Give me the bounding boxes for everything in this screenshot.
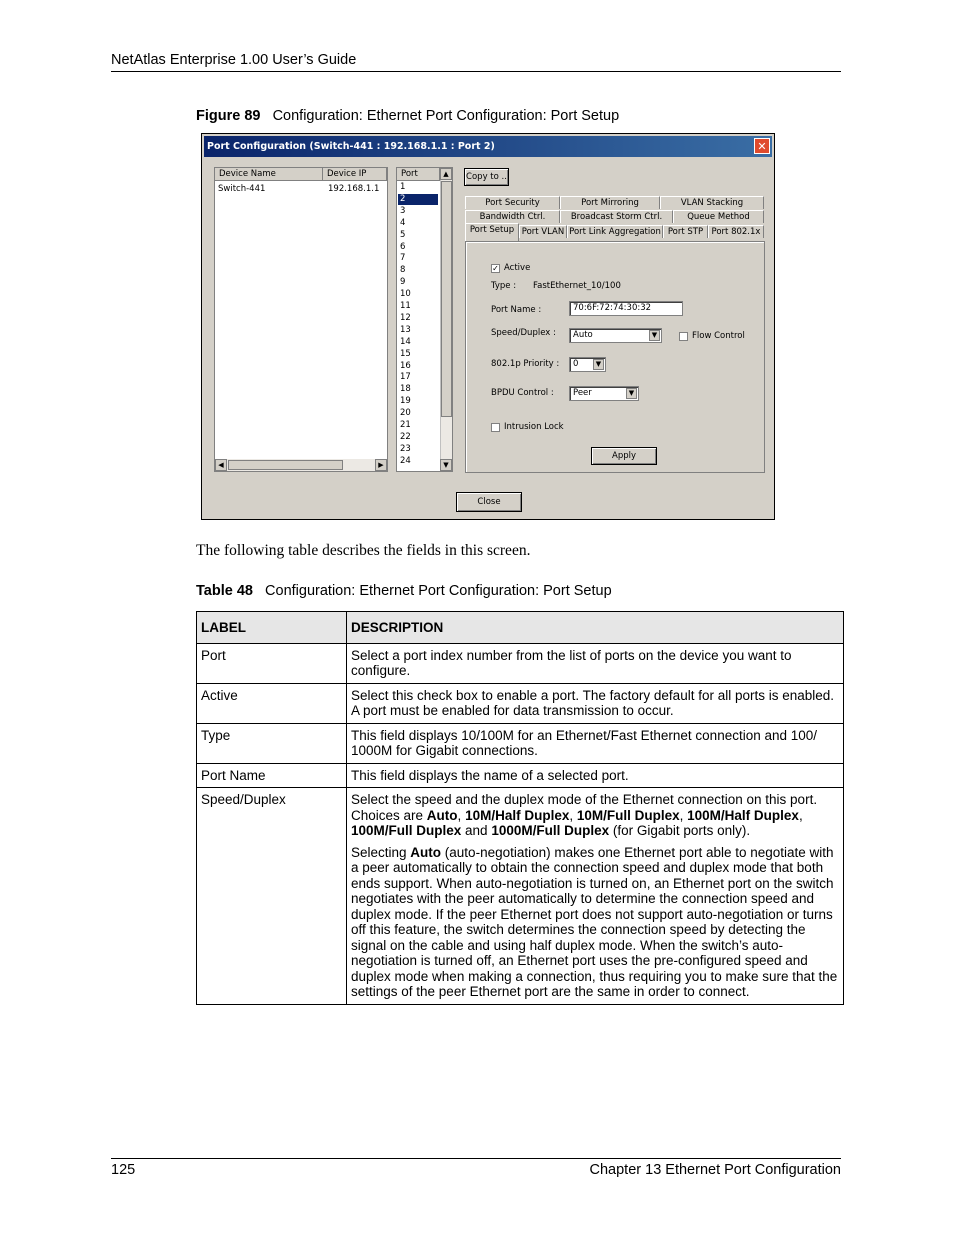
port-list-item[interactable]: 10 (400, 289, 411, 300)
tab-queue-method[interactable]: Queue Method (673, 210, 764, 223)
priority-select[interactable] (569, 357, 606, 372)
table-label: Table 48 (196, 583, 253, 599)
flow-control-label: Flow Control (692, 331, 745, 341)
port-name-label: Port Name : (491, 305, 542, 315)
speed-duplex-select[interactable] (569, 328, 662, 343)
figure-label: Figure 89 (196, 108, 261, 124)
port-list-item[interactable]: 13 (400, 324, 411, 335)
intro-text: The following table describes the fields in this screen. (196, 542, 531, 559)
option-100m-full: 100M/Full Duplex (351, 823, 462, 838)
port-list-item[interactable]: 1 (400, 182, 406, 192)
row-description: Select a port index number from the list of ports on the device you want to configure. (347, 643, 844, 683)
table-caption-text: Configuration: Ethernet Port Configuration: Port Setup (265, 583, 612, 599)
port-list-item[interactable]: 18 (400, 384, 411, 395)
port-list-item[interactable]: 21 (400, 420, 411, 430)
description-column-header: DESCRIPTION (347, 612, 844, 644)
row-label: Type (197, 723, 347, 763)
hscroll-thumb[interactable] (228, 460, 343, 470)
text-run: Selecting (351, 844, 411, 860)
bpdu-control-value: Peer (573, 388, 592, 398)
device-list-hscroll[interactable] (215, 459, 387, 471)
row-description: This field displays 10/100M for an Ethernet/Fast Ethernet connection and 100/ 1000M for Gigabit connections. (347, 723, 844, 763)
intrusion-lock-checkbox[interactable] (491, 423, 500, 432)
scroll-right-icon[interactable]: ▶ (375, 459, 387, 471)
bpdu-control-select[interactable] (569, 386, 639, 401)
port-list-item[interactable]: 5 (400, 229, 406, 240)
port-list-item[interactable]: 15 (400, 348, 411, 359)
tab-vlan-stacking[interactable]: VLAN Stacking (660, 196, 764, 209)
port-list-item[interactable]: 22 (400, 431, 411, 442)
figure-caption (196, 108, 619, 124)
port-list-item[interactable]: 23 (400, 443, 411, 454)
option-auto: Auto (410, 844, 442, 860)
port-list-item[interactable]: 6 (400, 241, 406, 252)
bpdu-control-label: BPDU Control : (491, 388, 554, 398)
text-run: , (457, 807, 466, 823)
table-row (197, 683, 844, 723)
tab-port-setup[interactable]: Port Setup (465, 223, 519, 241)
port-list-item[interactable]: 24 (400, 455, 411, 466)
tab-port-mirroring[interactable]: Port Mirroring (560, 196, 660, 209)
text-run: , (569, 807, 577, 823)
option-10m-full: 10M/Full Duplex (576, 807, 680, 823)
text-run: , (798, 807, 803, 823)
dialog-title: Port Configuration (Switch-441 : 192.168.1.1 : Port 2) (207, 141, 495, 152)
tab-port-link-aggregation[interactable]: Port Link Aggregation (567, 225, 663, 238)
port-name-input[interactable]: 70:6F:72:74:30:32 (569, 301, 683, 316)
row-description (347, 788, 844, 1005)
dialog-titlebar (204, 136, 772, 157)
port-list-item[interactable]: 16 (400, 360, 411, 371)
chapter-title: Chapter 13 Ethernet Port Configuration (589, 1162, 841, 1178)
option-1000m-full: 1000M/Full Duplex (491, 823, 610, 838)
port-configuration-dialog (201, 133, 775, 520)
tab-port-8021x[interactable]: Port 802.1x (708, 225, 764, 238)
port-list (396, 167, 453, 472)
table-caption (196, 583, 612, 599)
port-list-item[interactable]: 11 (400, 301, 411, 311)
port-list-item[interactable]: 4 (400, 217, 406, 228)
footer-rule (111, 1158, 841, 1159)
text-run: (auto-negotiation) makes one Ethernet port able to negotiate with a peer automatically to obtain the connection speed and duplex mode that both ends support. When auto-negotiation is turned on, an Ethernet port on the switch negotiates with the peer automatically to determine the connection speed and duplex mode. If the peer Ethernet port does not support auto-negotiation or turns off this feature, the switch determines the connection speed by detecting the signal on the cable and using half duplex mode. When the switch’s auto-negotiation is turned off, an Ethernet port uses the pre-configured speed and duplex mode when making a connection, thus requiring you to make sure that the settings of the peer Ethernet port are the same in order to connect. (351, 844, 838, 999)
option-auto: Auto (426, 807, 458, 823)
row-label: Port (197, 643, 347, 683)
speed-paragraph-1 (351, 792, 839, 839)
port-header[interactable]: Port (397, 168, 440, 181)
table-row (197, 723, 844, 763)
active-label: Active (504, 263, 531, 273)
type-label: Type : (491, 281, 517, 291)
row-label: Active (197, 683, 347, 723)
apply-button[interactable]: Apply (591, 447, 657, 465)
intrusion-lock-label: Intrusion Lock (504, 422, 564, 432)
device-name-cell[interactable]: Switch-441 (218, 184, 266, 194)
row-label: Speed/Duplex (197, 788, 347, 1005)
row-label: Port Name (197, 763, 347, 788)
text-run: Select the speed and the duplex mode of the Ethernet connection on this port. Choices are (351, 792, 818, 823)
speed-duplex-value: Auto (573, 330, 593, 340)
tab-port-security[interactable]: Port Security (465, 196, 560, 209)
port-list-item[interactable]: 7 (400, 253, 406, 264)
close-icon[interactable]: ✕ (754, 138, 770, 154)
tab-bandwidth-ctrl[interactable]: Bandwidth Ctrl. (465, 210, 560, 223)
port-list-item[interactable]: 20 (400, 408, 411, 419)
port-setup-pane (465, 241, 765, 473)
tab-port-stp[interactable]: Port STP (663, 225, 708, 238)
chevron-down-icon[interactable]: ▼ (593, 359, 604, 370)
scroll-down-icon[interactable]: ▼ (440, 459, 452, 471)
priority-label: 802.1p Priority : (491, 359, 560, 369)
tab-broadcast-storm-ctrl[interactable]: Broadcast Storm Ctrl. (560, 210, 673, 223)
label-column-header: LABEL (197, 612, 347, 644)
scroll-left-icon[interactable]: ◀ (215, 459, 227, 471)
running-header: NetAtlas Enterprise 1.00 User’s Guide (111, 52, 357, 68)
tab-port-vlan[interactable]: Port VLAN (519, 225, 567, 238)
figure-caption-text: Configuration: Ethernet Port Configuration: Port Setup (272, 108, 620, 124)
row-description: Select this check box to enable a port. The factory default for all ports is enabled. A port must be enabled for data transmission to occur. (347, 683, 844, 723)
port-list-item[interactable]: 19 (400, 396, 411, 407)
flow-control-checkbox[interactable] (679, 332, 688, 341)
port-list-item[interactable]: 12 (400, 312, 411, 323)
speed-duplex-label: Speed/Duplex : (491, 328, 556, 338)
header-rule (111, 71, 841, 72)
option-100m-half: 100M/Half Duplex (687, 807, 799, 823)
port-list-item[interactable]: 8 (400, 265, 406, 276)
speed-paragraph-2 (351, 845, 839, 1000)
chevron-down-icon[interactable]: ▼ (626, 388, 637, 399)
text-run: and (461, 823, 492, 838)
port-list-item[interactable]: 14 (400, 336, 411, 347)
active-checkbox[interactable]: ✓ (492, 264, 499, 273)
table-row (197, 788, 844, 1005)
device-ip-header[interactable]: Device IP (323, 168, 387, 181)
scroll-up-icon[interactable]: ▲ (440, 168, 452, 180)
port-list-item[interactable]: 17 (400, 372, 411, 383)
option-10m-half: 10M/Half Duplex (465, 807, 570, 823)
port-list-item[interactable]: 9 (400, 277, 406, 288)
table-row (197, 643, 844, 683)
priority-value: 0 (573, 359, 579, 369)
device-list (214, 167, 388, 472)
table-header-row (197, 612, 844, 644)
device-name-header[interactable]: Device Name (215, 168, 323, 181)
text-run: , (679, 807, 688, 823)
port-list-item[interactable]: 2 (398, 194, 438, 205)
text-run: (for Gigabit ports only). (609, 823, 751, 838)
type-value: FastEthernet_10/100 (533, 281, 621, 291)
row-description: This field displays the name of a selected port. (347, 763, 844, 788)
device-ip-cell[interactable]: 192.168.1.1 (328, 184, 380, 194)
vscroll-thumb[interactable] (441, 181, 452, 417)
port-list-vscroll[interactable] (440, 168, 452, 471)
page-number: 125 (111, 1162, 136, 1178)
copy-to-button[interactable]: Copy to .. (464, 168, 509, 186)
table-row (197, 763, 844, 788)
port-list-item[interactable]: 3 (400, 205, 406, 216)
chevron-down-icon[interactable]: ▼ (649, 330, 660, 341)
description-table (196, 611, 844, 1005)
close-button[interactable]: Close (456, 492, 522, 512)
